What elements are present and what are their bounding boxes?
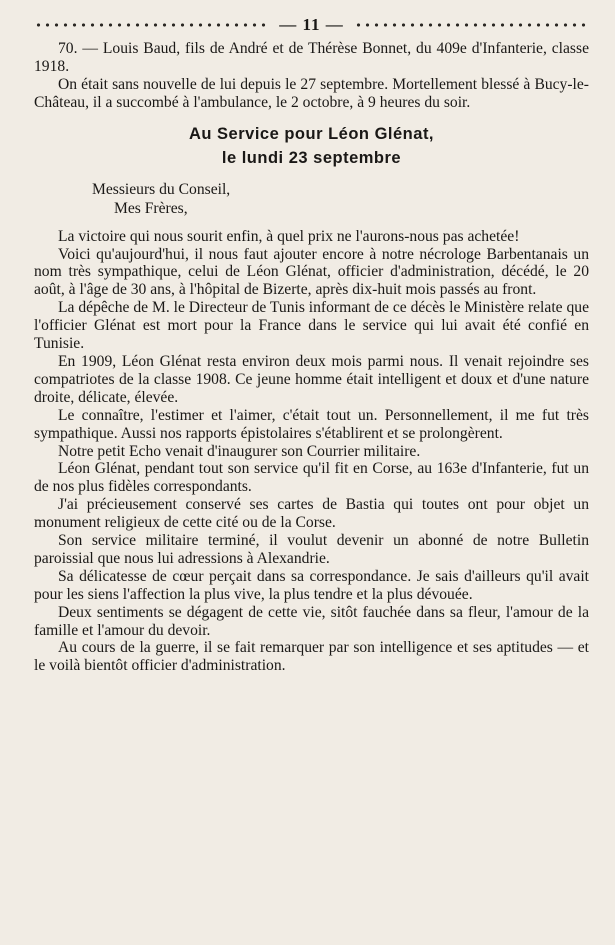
page-number: — 11 — [279,15,344,34]
paragraph: Voici qu'aujourd'hui, il nous faut ajouter encore à notre nécrologe Barbentanais un nom très sympathique, celui de Léon Glénat, officier d'administration, décédé, le 20 août, à l'âge de 30 ans, à l'hôpital de Bizerte, après dix-huit mois passés au front. [34,245,589,299]
paragraph: Sa délicatesse de cœur perçait dans sa correspondance. Je sais d'ailleurs qu'il avait pour les siens l'affection la plus vive, la plus tendre et la plus dévouée. [34,567,589,603]
paragraph: Le connaître, l'estimer et l'aimer, c'était tout un. Personnellement, il me fut très sympathique. Aussi nos rapports épistolaires s'établirent et se prolongèrent. [34,406,589,442]
paragraph: Notre petit Echo venait d'inaugurer son Courrier militaire. [58,442,421,460]
paragraph: Au cours de la guerre, il se fait remarquer par son intelligence et ses aptitudes — et le voilà bientôt officier d'administration. [34,639,589,675]
paragraph: En 1909, Léon Glénat resta environ deux mois parmi nous. Il venait rejoindre ses compatriotes de la classe 1908. Ce jeune homme était intelligent et doux et d'une nature droite, délicate, élevée. [34,352,589,406]
section-title-line1: Au Service pour Léon Glénat, [188,124,435,143]
paragraph: La victoire qui nous sourit enfin, à quel prix ne l'aurons-nous pas achetée! [58,227,520,245]
paragraph: Léon Glénat, pendant tout son service qu'il fit en Corse, au 163e d'Infanterie, fut un de nos plus fidèles correspondants. [34,460,589,496]
paragraph: J'ai précieusement conservé ses cartes de Bastia qui toutes ont pour objet un monument religieux de cette cité ou de la Corse. [34,496,589,532]
ornament-left [34,21,269,29]
salutation-line1: Messieurs du Conseil, [92,180,231,198]
paragraph: Son service militaire terminé, il voulut devenir un abonné de notre Bulletin paroissial que nous lui adressions à Alexandrie. [34,532,589,567]
page-number-value: 11 [302,15,321,34]
entry-heading: 70. — Louis Baud, fils de André et de Thérèse Bonnet, du 409e d'Infanterie, classe 1918. [34,40,589,75]
entry-body: On était sans nouvelle de lui depuis le 27 septembre. Mortellement blessé à Bucy-le-Château, il a succombé à l'ambulance, le 2 octobre, à 9 heures du soir. [34,75,589,111]
page-header [34,14,589,36]
paragraph: La dépêche de M. le Directeur de Tunis informant de ce décès le Ministère relate que l'officier Glénat est mort pour la France dans le service qui lui avait été confié en Tunisie. [34,299,589,353]
ornament-right [354,21,589,29]
salutation-line2: Mes Frères, [114,199,188,217]
section-title-line2: le lundi 23 septembre [221,148,402,167]
paragraph: Deux sentiments se dégagent de cette vie, sitôt fauchée dans sa fleur, l'amour de la famille et l'amour du devoir. [34,603,589,639]
